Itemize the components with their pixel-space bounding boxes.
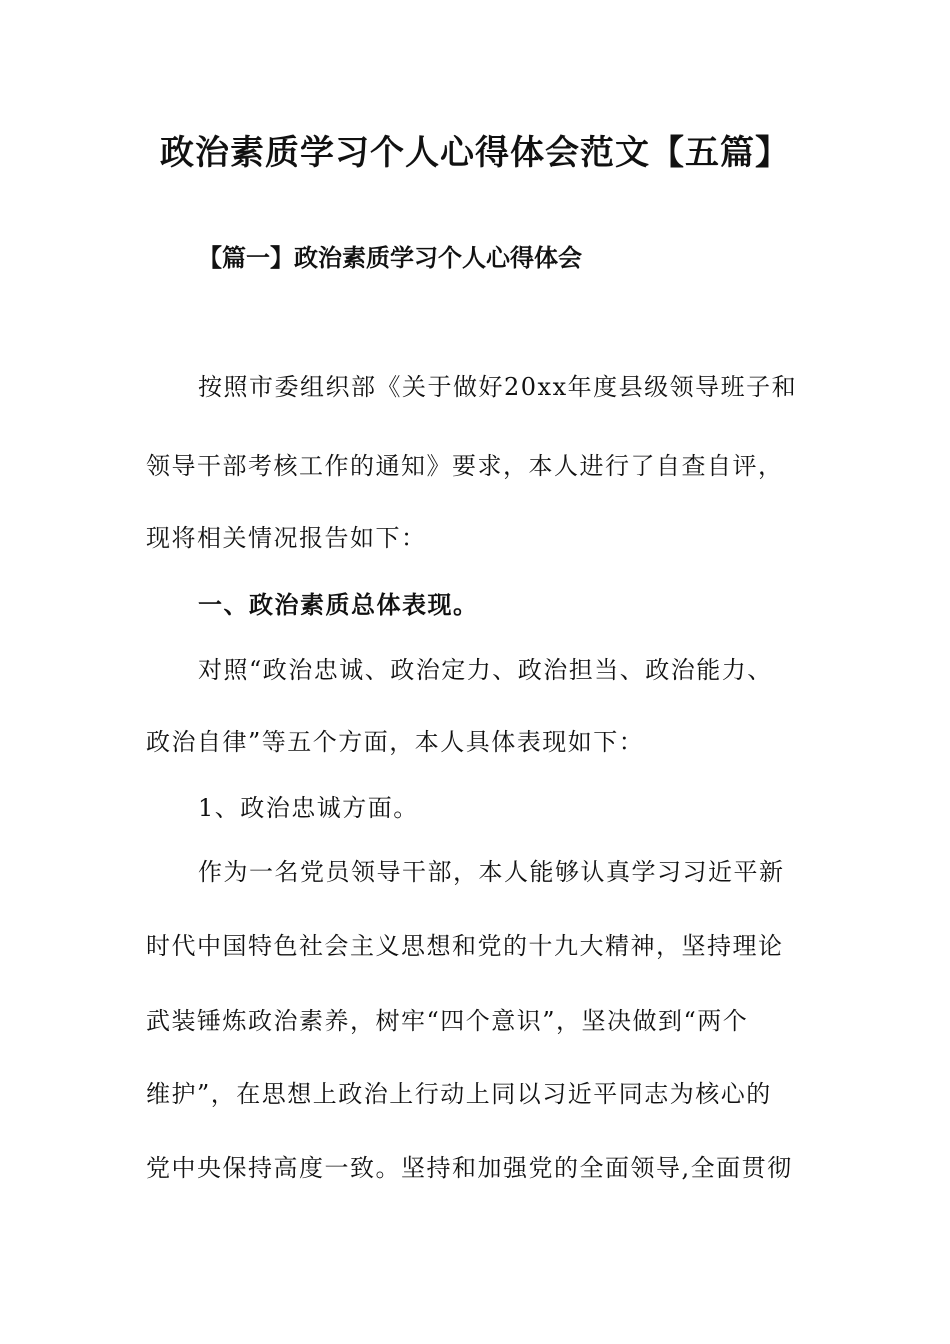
paragraph-1-line-1: 按照市委组织部《关于做好20xx年度县级领导班子和 (198, 373, 798, 401)
paragraph-1-line-2: 领导干部考核工作的通知》要求，本人进行了自查自评， (146, 452, 784, 480)
paragraph-3-line-2: 时代中国特色社会主义思想和党的十九大精神，坚持理论 (146, 932, 784, 960)
paragraph-3-line-4: 维护”，在思想上政治上行动上同以习近平同志为核心的 (146, 1080, 772, 1108)
paragraph-3-line-1: 作为一名党员领导干部，本人能够认真学习习近平新 (198, 858, 785, 886)
section-heading: 【篇一】政治素质学习个人心得体会 (198, 243, 582, 272)
paragraph-2-line-1: 对照“政治忠诚、政治定力、政治担当、政治能力、 (198, 656, 773, 684)
paragraph-3-line-3: 武装锤炼政治素养，树牢“四个意识”，坚决做到“两个 (146, 1007, 749, 1035)
paragraph-1-line-3: 现将相关情况报告如下： (146, 524, 427, 552)
paragraph-3-line-5: 党中央保持高度一致。坚持和加强党的全面领导,全面贯彻 (146, 1154, 793, 1182)
document-title: 政治素质学习个人心得体会范文【五篇】 (160, 133, 790, 173)
heading-political-quality: 一、政治素质总体表现。 (198, 590, 479, 619)
paragraph-2-line-2: 政治自律”等五个方面，本人具体表现如下： (146, 728, 645, 756)
subheading-political-loyalty: 1、政治忠诚方面。 (198, 794, 419, 822)
